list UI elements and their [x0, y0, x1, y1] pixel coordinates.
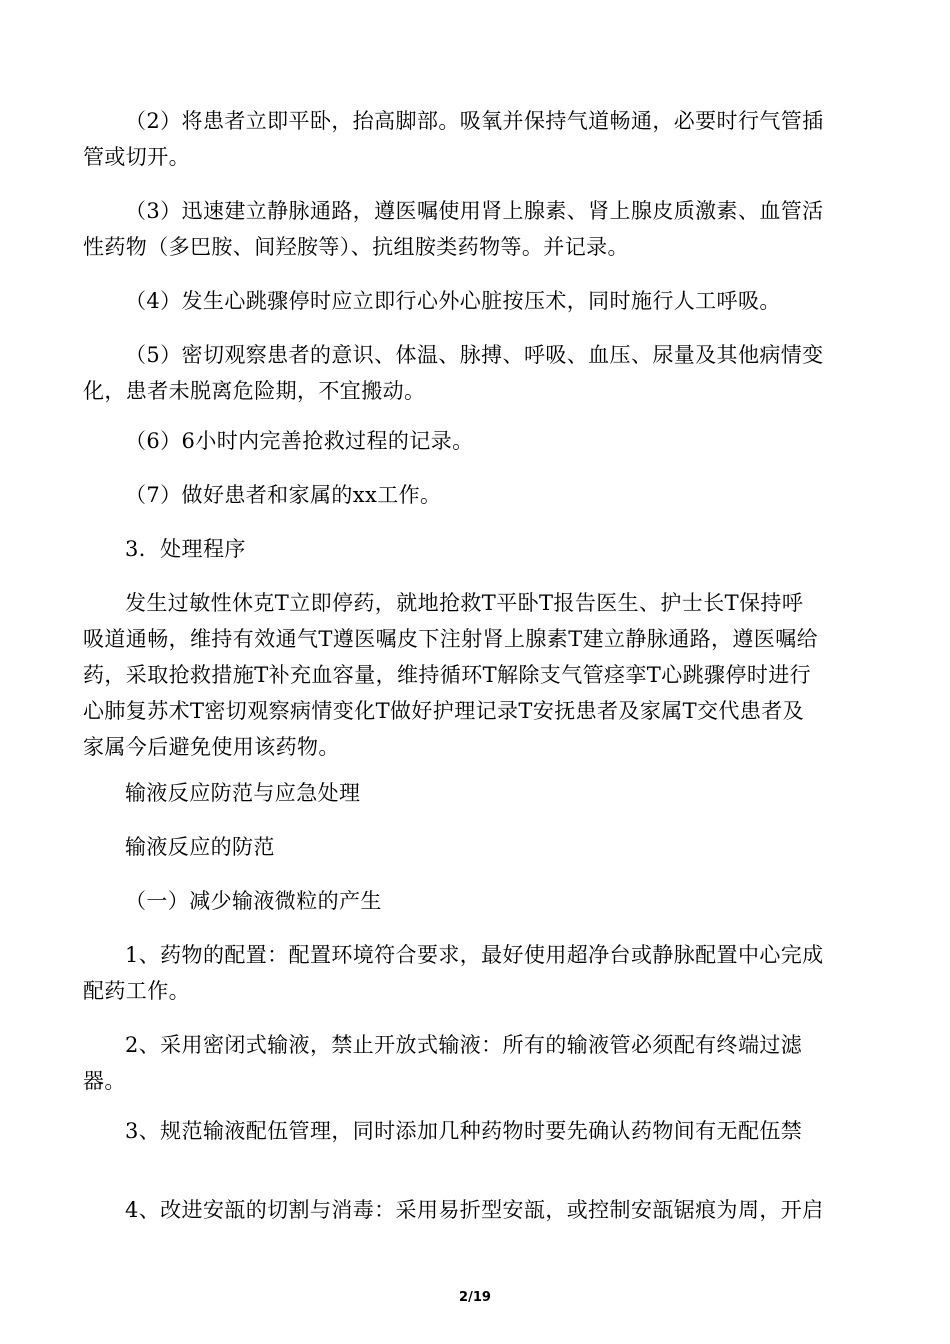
text-line: 化，患者未脱离危险期，不宜搬动。	[83, 379, 426, 403]
paragraph-step-2	[83, 103, 858, 175]
heading-infusion-reaction	[83, 775, 858, 811]
text-line: 4、改进安瓿的切割与消毒：采用易折型安瓿，或控制安瓿锯痕为周，开启	[125, 1198, 824, 1222]
text-line: 配药工作。	[83, 979, 190, 1003]
text-line: （5）密切观察患者的意识、体温、脉搏、呼吸、血压、尿量及其他病情变	[125, 343, 824, 367]
text-line: 性药物（多巴胺、间羟胺等）、抗组胺类药物等。并记录。	[83, 235, 629, 259]
text-line: 2、采用密闭式输液，禁止开放式输液：所有的输液管必须配有终端过滤	[125, 1033, 803, 1057]
text-line: 心肺复苏术T密切观察病情变化T做好护理记录T安抚患者及家属T交代患者及	[83, 699, 805, 723]
paragraph-step-5	[83, 337, 858, 409]
text-line: 3、规范输液配伍管理，同时添加几种药物时要先确认药物间有无配伍禁	[125, 1119, 803, 1143]
paragraph-item-3	[83, 1113, 858, 1149]
paragraph-step-3	[83, 193, 858, 265]
text-line: 器。	[83, 1069, 126, 1093]
paragraph-step-4	[83, 283, 858, 319]
heading-infusion-prevention	[83, 829, 858, 865]
text-line: 1、药物的配置：配置环境符合要求，最好使用超净台或静脉配置中心完成	[125, 943, 824, 967]
text-line: （2）将患者立即平卧，抬高脚部。吸氧并保持气道畅通，必要时行气管插	[125, 109, 824, 133]
text-line: （7）做好患者和家属的xx工作。	[125, 483, 442, 507]
text-line: 家属今后避免使用该药物。	[83, 735, 340, 759]
text-line: 发生过敏性休克T立即停药，就地抢救T平卧T报告医生、护士长T保持呼	[125, 591, 804, 615]
text-line: 药，采取抢救措施T补充血容量，维持循环T解除支气管痉挛T心跳骤停时进行	[83, 663, 812, 687]
paragraph-step-6	[83, 423, 858, 459]
text-line: 输液反应防范与应急处理	[125, 781, 361, 805]
text-line: 管或切开。	[83, 145, 190, 169]
text-line: （一）减少输液微粒的产生	[125, 889, 382, 913]
heading-reduce-particles	[83, 883, 858, 919]
paragraph-step-7	[83, 477, 858, 513]
paragraph-item-2	[83, 1027, 858, 1099]
text-line: 3．处理程序	[125, 537, 246, 561]
text-line: 吸道通畅，维持有效通气T遵医嘱皮下注射肾上腺素T建立静脉通路，遵医嘱给	[83, 627, 819, 651]
paragraph-item-1	[83, 937, 858, 1009]
text-line: （3）迅速建立静脉通路，遵医嘱使用肾上腺素、肾上腺皮质激素、血管活	[125, 199, 824, 223]
text-line: 输液反应的防范	[125, 835, 275, 859]
paragraph-procedure-flow	[83, 585, 858, 765]
section-heading-procedure	[83, 531, 858, 567]
text-line: （6）6小时内完善抢救过程的记录。	[125, 429, 474, 453]
page-number: 2/19	[459, 1290, 491, 1305]
text-line: （4）发生心跳骤停时应立即行心外心脏按压术，同时施行人工呼吸。	[125, 289, 781, 313]
paragraph-item-4	[83, 1192, 858, 1228]
